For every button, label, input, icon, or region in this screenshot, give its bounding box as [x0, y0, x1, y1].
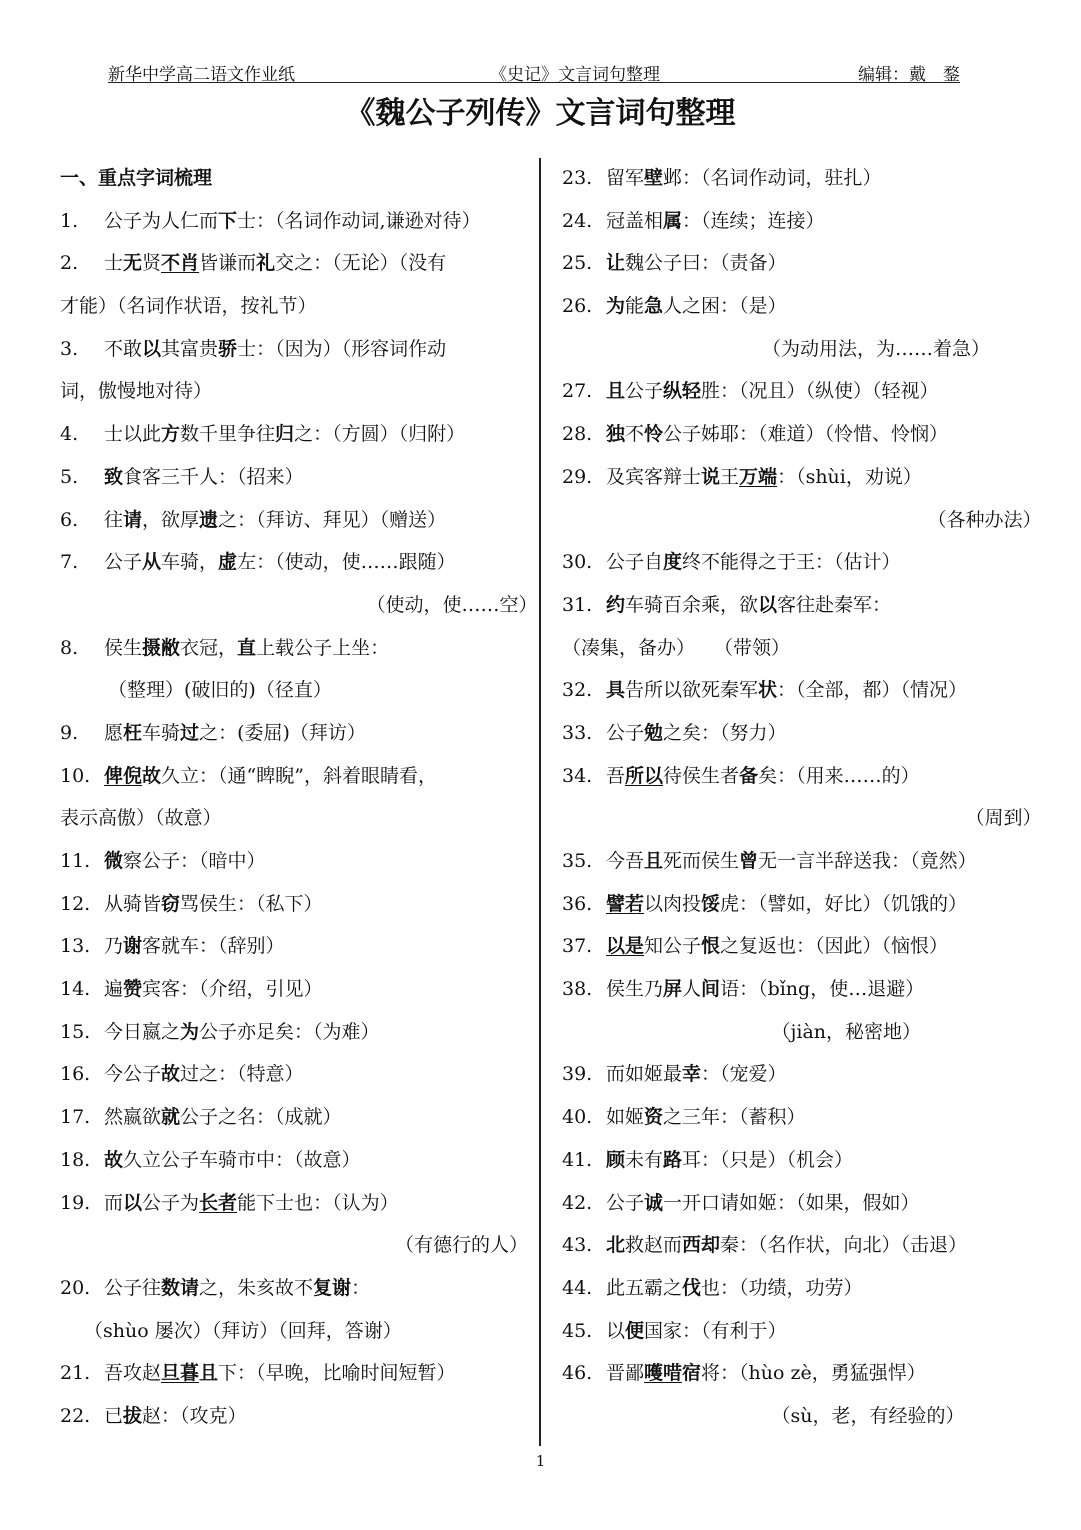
vocab-line: （凑集，备办） （带领） [562, 636, 791, 659]
vocab-line: 20. 公子往数请之，朱亥故不复谢： [60, 1276, 371, 1299]
left-column [60, 157, 547, 1438]
vocab-line: 4. 士以此方数千里争往归之：（方圆）（归附） [60, 423, 466, 446]
vocab-line: 39. 而如姬最幸：（宠爱） [562, 1063, 787, 1086]
vocab-line: 28. 独不怜公子姊耶：（难道）（怜惜、怜悯） [562, 423, 949, 446]
vocab-line: 31. 约车骑百余乘，欲以客往赴秦军： [562, 593, 892, 616]
vocab-line: （各种办法） [927, 508, 1070, 531]
document-title: 《魏公子列传》文言词句整理 [345, 96, 736, 131]
vocab-line: 22. 已拔赵：（攻克） [60, 1404, 247, 1427]
vocab-line: 36. 譬若以肉投馁虎：（譬如，好比）（饥饿的） [562, 892, 968, 915]
page-header [108, 60, 960, 83]
vocab-line: 6. 往请，欲厚遗之：（拜访、拜见）（赠送） [60, 508, 447, 531]
vocab-line: （shùo 屡次）（拜访）（回拜，答谢） [84, 1319, 402, 1342]
vocab-line: 17. 然嬴欲就公子之名：（成就） [60, 1106, 342, 1129]
vocab-line: 18. 故久立公子车骑市中：（故意） [60, 1148, 361, 1171]
section-title: 一、重点字词梳理 [60, 167, 213, 189]
left-vocab-list [60, 200, 547, 1438]
header-editor: 编辑：戴 鍪 [858, 65, 960, 85]
vocab-line: 35. 今吾且死而侯生曾无一言半辞送我：（竟然） [562, 850, 977, 872]
vocab-line: （有德行的人） [394, 1234, 528, 1257]
vocab-line: 32. 具告所以欲死秦军状：（全部，都）（情况） [562, 679, 968, 702]
vocab-line: （整理）(破旧的)（径直） [108, 679, 332, 702]
vocab-line: 2. 士无贤不肖皆谦而礼交之：（无论）（没有 [60, 252, 447, 275]
vocab-line: 9. 愿枉车骑过之：(委屈)（拜访） [60, 721, 366, 744]
page-number: 1 [535, 1452, 546, 1470]
vocab-line: （周到） [965, 807, 1070, 830]
vocab-line: 23. 留军壁邺：（名词作动词，驻扎） [562, 167, 882, 189]
vocab-line: 44. 此五霸之伐也：（功绩，功劳） [562, 1276, 863, 1299]
vocab-line: 29. 及宾客辩士说王万端：（shùi，劝说） [562, 465, 922, 488]
vocab-line: （使动，使……空） [366, 593, 547, 616]
vocab-line: 16. 今公子故过之：（特意） [60, 1063, 304, 1086]
vocab-line: 21. 吾攻赵旦暮且下：（早晚，比喻时间短暂） [60, 1362, 456, 1385]
vocab-line: 10. 俾倪故久立：（通“睥睨”，斜着眼睛看， [60, 764, 437, 787]
vocab-line: 1. 公子为人仁而下士：（名词作动词,谦逊对待） [60, 209, 481, 232]
vocab-line: 14. 遍赞宾客：（介绍，引见） [60, 978, 323, 1001]
vocab-line: （为动用法，为……着急） [762, 337, 991, 360]
vocab-line: 3. 不敢以其富贵骄士：（因为）（形容词作动 [60, 337, 447, 360]
vocab-line: 12. 从骑皆窃骂侯生：（私下） [60, 892, 323, 915]
vocab-line: 8. 侯生摄敝衣冠，直上载公子上坐： [60, 636, 390, 659]
vocab-line: 11. 微察公子：（暗中） [60, 850, 266, 872]
vocab-line: 45. 以便国家：（有利于） [562, 1319, 787, 1342]
vocab-line: 词，傲慢地对待） [60, 380, 213, 403]
vocab-line: 42. 公子诚一开口请如姬：（如果，假如） [562, 1191, 920, 1214]
vocab-line: 13. 乃谢客就车：（辞别） [60, 935, 285, 958]
vocab-line: 33. 公子勉之矣：（努力） [562, 721, 787, 744]
vocab-line: 27. 且公子纵轻胜：（况且）（纵使）（轻视） [562, 380, 939, 403]
vocab-line: （sù，老，有经验的） [762, 1404, 965, 1427]
right-column [562, 157, 1070, 1438]
vocab-line: 19. 而以公子为长者能下士也：（认为） [60, 1191, 399, 1214]
column-divider [539, 158, 541, 1446]
header-school: 新华中学高二语文作业纸 [108, 65, 295, 85]
vocab-line: 表示高傲）（故意） [60, 807, 222, 830]
header-subject: 《史记》文言词句整理 [490, 65, 660, 85]
vocab-line: 38. 侯生乃屏人间语：（bǐng，使…退避） [562, 978, 925, 1001]
vocab-line: 25. 让魏公子曰：（责备） [562, 252, 787, 275]
vocab-line: 7. 公子从车骑，虚左：（使动，使……跟随） [60, 551, 456, 574]
vocab-line: 24. 冠盖相属：（连续；连接） [562, 209, 825, 232]
vocab-line: 30. 公子自度终不能得之于王：（估计） [562, 551, 901, 574]
vocab-line: 34. 吾所以待侯生者备矣：（用来……的） [562, 764, 920, 787]
vocab-line: 才能）（名词作状语，按礼节） [60, 295, 317, 318]
vocab-line: 41. 顾未有路耳：（只是）（机会） [562, 1148, 854, 1171]
vocab-line: 37. 以是知公子恨之复返也：（因此）（恼恨） [562, 935, 949, 958]
vocab-line: 5. 致食客三千人：（招来） [60, 465, 304, 488]
vocab-line: 43. 北救赵而西却秦：（名作状，向北）（击退） [562, 1234, 968, 1257]
vocab-line: 46. 晋鄙嚄唶宿将：（hùo zè，勇猛强悍） [562, 1362, 926, 1385]
vocab-line: 26. 为能急人之困：（是） [562, 295, 787, 318]
vocab-line: 40. 如姬资之三年：（蓄积） [562, 1106, 806, 1129]
vocab-line: （jiàn，秘密地） [762, 1020, 922, 1043]
right-vocab-list [562, 157, 1070, 1438]
vocab-line: 15. 今日嬴之为公子亦足矣：（为难） [60, 1020, 380, 1043]
